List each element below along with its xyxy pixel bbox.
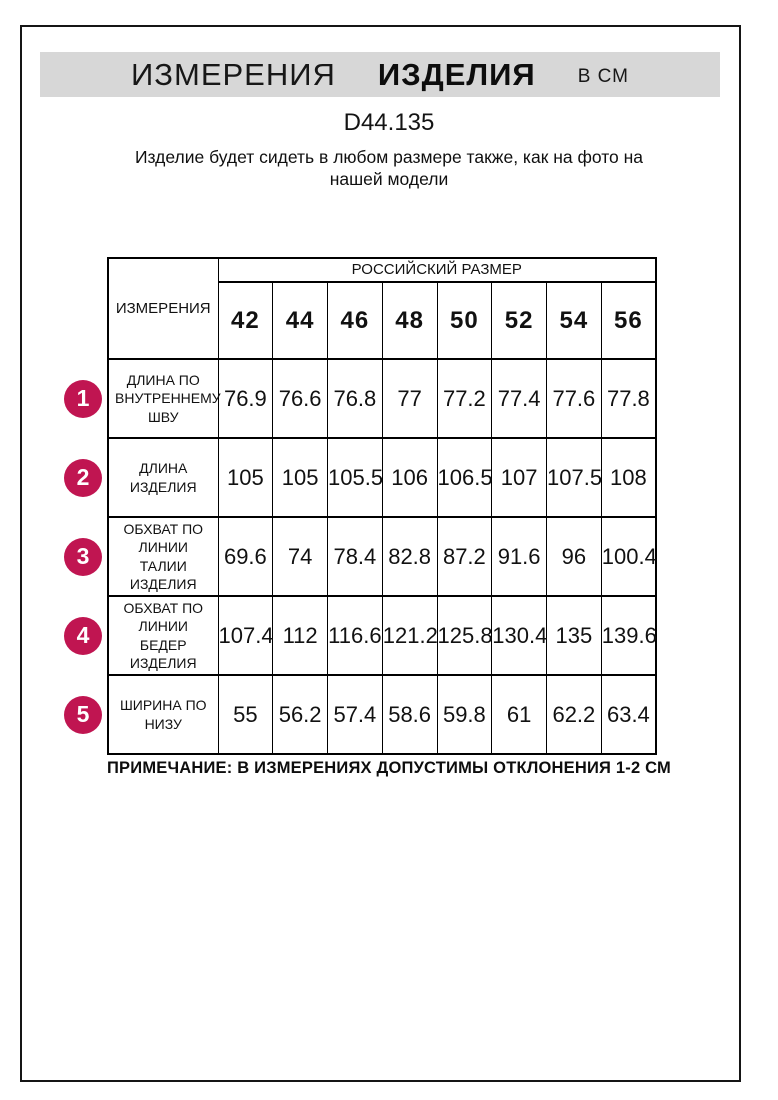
measurement-label-cell [76, 675, 218, 754]
tolerance-note: ПРИМЕЧАНИЕ: В ИЗМЕРЕНИЯХ ДОПУСТИМЫ ОТКЛОНЕНИЯ 1-2 СМ [107, 759, 671, 777]
row-number-badge: 4 [64, 617, 102, 655]
fit-description: Изделие будет сидеть в любом размере также, как на фото на нашей модели [134, 147, 644, 190]
measurement-value: 100.4 [601, 517, 656, 596]
measurement-value: 121.2 [382, 596, 437, 675]
size-header: 52 [492, 282, 547, 359]
measurement-label-cell [76, 438, 218, 517]
measurement-value: 58.6 [382, 675, 437, 754]
measurement-value: 91.6 [492, 517, 547, 596]
measurement-value: 76.6 [273, 359, 328, 438]
measurement-value: 77.4 [492, 359, 547, 438]
size-header: 48 [382, 282, 437, 359]
measurement-value: 106 [382, 438, 437, 517]
measurement-value: 135 [547, 596, 602, 675]
measurement-label: ДЛИНА ИЗДЕЛИЯ [129, 460, 197, 495]
measurement-value: 76.8 [328, 359, 383, 438]
measurement-value: 87.2 [437, 517, 492, 596]
row-number-badge: 2 [64, 459, 102, 497]
measurement-row [108, 438, 656, 517]
measurements-table [76, 257, 657, 755]
measurement-value: 105 [273, 438, 328, 517]
measurement-value: 59.8 [437, 675, 492, 754]
measurement-value: 112 [273, 596, 328, 675]
measurement-value: 96 [547, 517, 602, 596]
measurement-label-cell [76, 359, 221, 438]
measurement-row [108, 517, 656, 596]
title-product: ИЗДЕЛИЯ [377, 56, 536, 92]
measurement-row [108, 359, 656, 438]
measurement-value: 108 [601, 438, 656, 517]
measurement-value: 76.9 [218, 359, 273, 438]
measurement-value: 63.4 [601, 675, 656, 754]
measurement-label-cell [76, 517, 218, 596]
measurement-row [108, 675, 656, 754]
size-header: 46 [328, 282, 383, 359]
title-band [40, 52, 720, 97]
column-header-measurements: ИЗМЕРЕНИЯ [108, 258, 218, 359]
measurement-value: 55 [218, 675, 273, 754]
measurement-value: 56.2 [273, 675, 328, 754]
measurement-value: 125.8 [437, 596, 492, 675]
measurement-label: ОБХВАТ ПО ЛИНИИ БЕДЕР ИЗДЕЛИЯ [123, 600, 204, 671]
measurement-value: 77.8 [601, 359, 656, 438]
measurement-value: 74 [273, 517, 328, 596]
measurement-value: 106.5 [437, 438, 492, 517]
measurement-label: ОБХВАТ ПО ЛИНИИ ТАЛИИ ИЗДЕЛИЯ [123, 521, 204, 592]
measurement-label-cell [76, 596, 218, 675]
title-measurements: ИЗМЕРЕНИЯ [131, 56, 336, 92]
size-header: 44 [273, 282, 328, 359]
measurements-table-wrap [76, 257, 657, 755]
size-header: 50 [437, 282, 492, 359]
row-number-badge: 3 [64, 538, 102, 576]
measurement-value: 77 [382, 359, 437, 438]
measurement-value: 116.6 [328, 596, 383, 675]
measurement-value: 69.6 [218, 517, 273, 596]
row-number-badge: 1 [64, 380, 102, 418]
measurement-row [108, 596, 656, 675]
size-header: 56 [601, 282, 656, 359]
measurement-label: ШИРИНА ПО НИЗУ [119, 697, 207, 732]
measurement-value: 61 [492, 675, 547, 754]
column-group-russian-size: РОССИЙСКИЙ РАЗМЕР [218, 258, 656, 282]
measurement-value: 107 [492, 438, 547, 517]
measurement-value: 82.8 [382, 517, 437, 596]
measurement-value: 77.6 [547, 359, 602, 438]
title-units: В СМ [577, 65, 629, 87]
measurement-value: 78.4 [328, 517, 383, 596]
measurement-value: 57.4 [328, 675, 383, 754]
measurement-value: 105 [218, 438, 273, 517]
measurement-label: ДЛИНА ПО ВНУТРЕННЕМУ ШВУ [115, 372, 221, 425]
measurement-value: 107.5 [547, 438, 602, 517]
row-number-badge: 5 [64, 696, 102, 734]
measurement-value: 130.4 [492, 596, 547, 675]
size-header: 54 [547, 282, 602, 359]
measurement-value: 139.6 [601, 596, 656, 675]
measurement-value: 62.2 [547, 675, 602, 754]
measurement-value: 105.5 [328, 438, 383, 517]
product-code: D44.135 [343, 109, 435, 136]
measurement-value: 107.4 [218, 596, 273, 675]
measurement-value: 77.2 [437, 359, 492, 438]
group-header-row [108, 258, 656, 282]
size-header: 42 [218, 282, 273, 359]
